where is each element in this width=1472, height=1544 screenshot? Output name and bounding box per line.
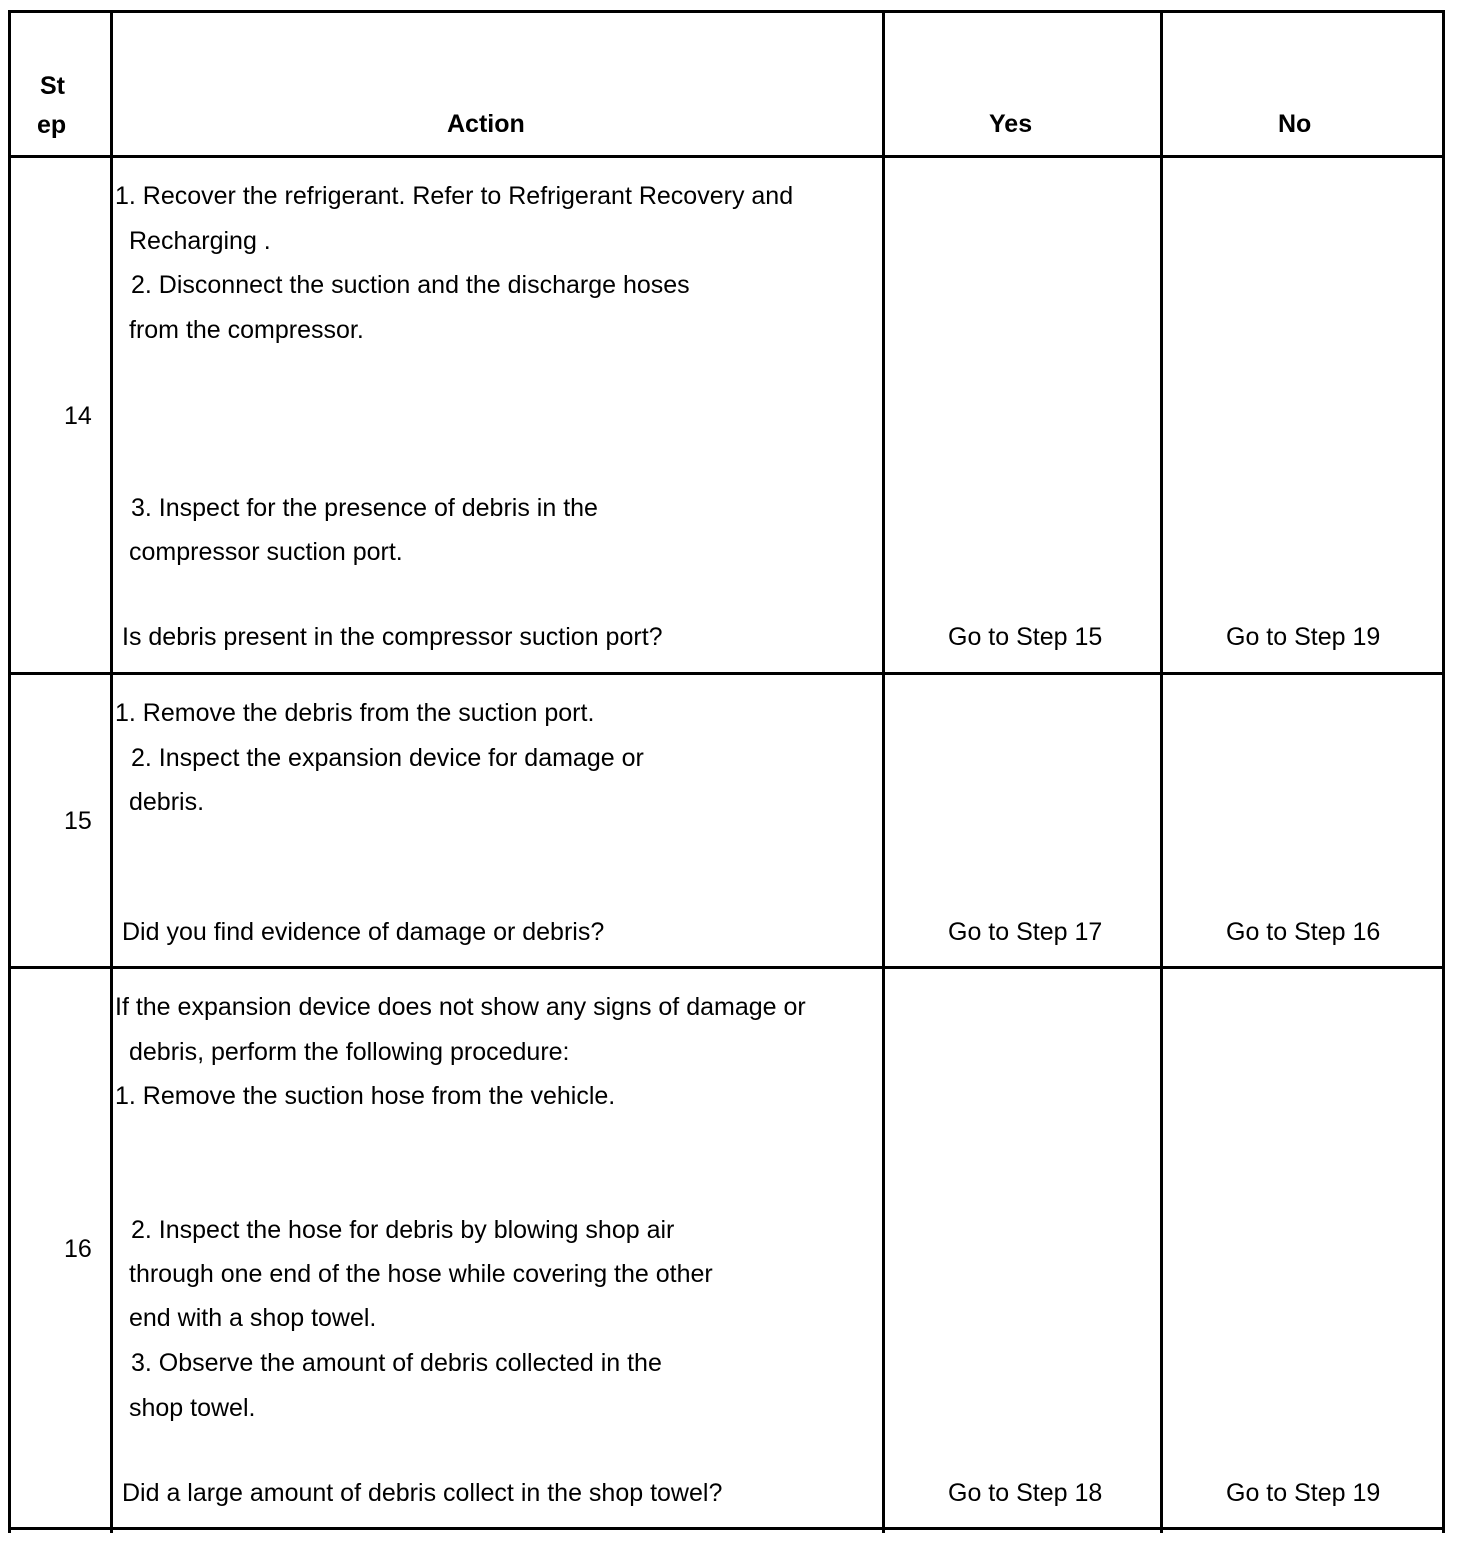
column-divider-step-action [110, 10, 113, 1533]
action-line: Recharging . [129, 227, 271, 255]
action-line: through one end of the hose while covering the other [129, 1260, 713, 1288]
no-outcome: Go to Step 16 [1226, 918, 1381, 946]
action-line: debris. [129, 788, 205, 816]
header-action: Action [447, 110, 525, 138]
yes-outcome: Go to Step 18 [948, 1479, 1103, 1507]
action-line: 3. Inspect for the presence of debris in the [131, 494, 598, 522]
header-step-line2: ep [37, 111, 67, 139]
action-line: compressor suction port. [129, 538, 403, 566]
column-divider-yes-no [1160, 10, 1163, 1533]
action-line: 2. Inspect the hose for debris by blowing shop air [131, 1216, 675, 1244]
column-divider-action-yes [882, 10, 885, 1533]
step-number: 15 [64, 807, 92, 835]
action-line: from the compressor. [129, 316, 364, 344]
action-line: 2. Inspect the expansion device for damage or [131, 744, 644, 772]
header-divider [8, 155, 1445, 158]
no-outcome: Go to Step 19 [1226, 623, 1381, 651]
action-line: 2. Disconnect the suction and the discharge hoses [131, 271, 690, 299]
header-yes: Yes [989, 110, 1033, 138]
action-line: shop towel. [129, 1394, 256, 1422]
action-line: 3. Observe the amount of debris collected in the [131, 1349, 662, 1377]
yes-outcome: Go to Step 17 [948, 918, 1103, 946]
table-border-right [1442, 10, 1445, 1533]
table-border-bottom [8, 1527, 1445, 1530]
header-no: No [1278, 110, 1312, 138]
step-question: Did a large amount of debris collect in the shop towel? [122, 1479, 723, 1507]
step-question: Is debris present in the compressor suction port? [122, 623, 663, 651]
action-line: end with a shop towel. [129, 1304, 377, 1332]
step-number: 14 [64, 402, 92, 430]
no-outcome: Go to Step 19 [1226, 1479, 1381, 1507]
table-border-top [8, 10, 1445, 13]
header-step-line1: St [40, 72, 65, 100]
step-number: 16 [64, 1235, 92, 1263]
row-divider-14-15 [8, 672, 1445, 675]
action-line: debris, perform the following procedure: [129, 1038, 570, 1066]
table-border-left [8, 10, 11, 1533]
yes-outcome: Go to Step 15 [948, 623, 1103, 651]
action-line: 1. Remove the suction hose from the vehicle. [115, 1082, 616, 1110]
action-line: If the expansion device does not show any signs of damage or [115, 993, 806, 1021]
action-line: 1. Recover the refrigerant. Refer to Refrigerant Recovery and [115, 182, 794, 210]
action-line: 1. Remove the debris from the suction port. [115, 699, 595, 727]
step-question: Did you find evidence of damage or debris? [122, 918, 605, 946]
row-divider-15-16 [8, 966, 1445, 969]
